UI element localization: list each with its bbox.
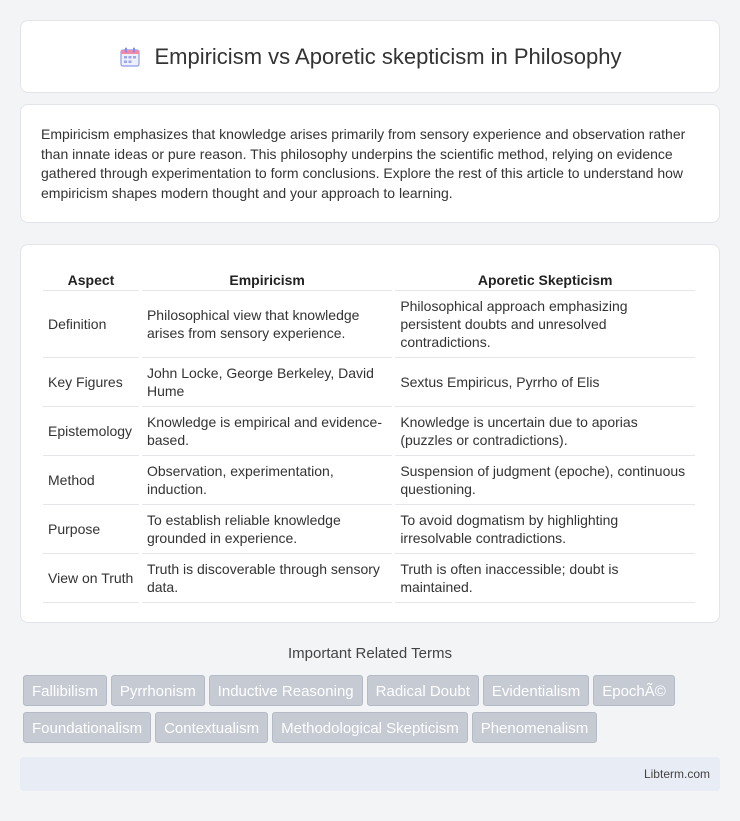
tag-evidentialism[interactable]: Evidentialism (483, 675, 589, 706)
row-aspect: Epistemology (43, 407, 139, 456)
table-row (43, 505, 695, 554)
row-aspect: Purpose (43, 505, 139, 554)
table-row (43, 358, 695, 407)
related-terms-title: Important Related Terms (288, 645, 452, 662)
row-aspect: Definition (43, 291, 139, 358)
row-empiricism: Knowledge is empirical and evidence-based. (142, 407, 392, 456)
tag-contextualism[interactable]: Contextualism (155, 712, 268, 743)
row-empiricism: To establish reliable knowledge grounded in experience. (142, 505, 392, 554)
table-row (43, 407, 695, 456)
intro-card (20, 104, 720, 223)
header-empiricism: Empiricism (142, 263, 392, 291)
intro-text: Empiricism emphasizes that knowledge arises primarily from sensory experience and observation rather than innate ideas or pure reason. This philosophy underpins the scientific method, relying on evidence gathered through experimentation to form conclusions. Explore the rest of this article to understand how empiricism shapes modern thought and your approach to learning. (41, 126, 686, 201)
header-aporetic-skepticism: Aporetic Skepticism (395, 263, 695, 291)
row-aporetic: Sextus Empiricus, Pyrrho of Elis (395, 358, 695, 407)
tag-inductive-reasoning[interactable]: Inductive Reasoning (209, 675, 363, 706)
tag-phenomenalism[interactable]: Phenomenalism (472, 712, 598, 743)
row-empiricism: John Locke, George Berkeley, David Hume (142, 358, 392, 407)
tag-radical-doubt[interactable]: Radical Doubt (367, 675, 479, 706)
table-row (43, 291, 695, 358)
title-card (20, 20, 720, 93)
row-empiricism: Philosophical view that knowledge arises from sensory experience. (142, 291, 392, 358)
comparison-card (20, 244, 720, 623)
row-aporetic: To avoid dogmatism by highlighting irresolvable contradictions. (395, 505, 695, 554)
row-aspect: Method (43, 456, 139, 505)
tag-fallibilism[interactable]: Fallibilism (23, 675, 107, 706)
page-title: Empiricism vs Aporetic skepticism in Philosophy (154, 43, 622, 69)
row-aspect: View on Truth (43, 554, 139, 603)
tag-pyrrhonism[interactable]: Pyrrhonism (111, 675, 205, 706)
row-empiricism: Truth is discoverable through sensory data. (142, 554, 392, 603)
row-aspect: Key Figures (43, 358, 139, 407)
row-empiricism: Observation, experimentation, induction. (142, 456, 392, 505)
table-row (43, 554, 695, 603)
table-header-row (43, 263, 695, 291)
row-aporetic: Philosophical approach emphasizing persistent doubts and unresolved contradictions. (395, 291, 695, 358)
related-terms-list (23, 675, 723, 749)
calendar-icon (118, 45, 142, 69)
row-aporetic: Suspension of judgment (epoche), continuous questioning. (395, 456, 695, 505)
tag-foundationalism[interactable]: Foundationalism (23, 712, 151, 743)
header-aspect: Aspect (43, 263, 139, 291)
comparison-table (40, 263, 698, 603)
row-aporetic: Knowledge is uncertain due to aporias (puzzles or contradictions). (395, 407, 695, 456)
tag-epoche[interactable]: EpochÃ© (593, 675, 675, 706)
footer-site-link[interactable]: Libterm.com (643, 767, 710, 781)
footer (20, 757, 720, 791)
table-row (43, 456, 695, 505)
row-aporetic: Truth is often inaccessible; doubt is maintained. (395, 554, 695, 603)
tag-methodological-skepticism[interactable]: Methodological Skepticism (272, 712, 468, 743)
